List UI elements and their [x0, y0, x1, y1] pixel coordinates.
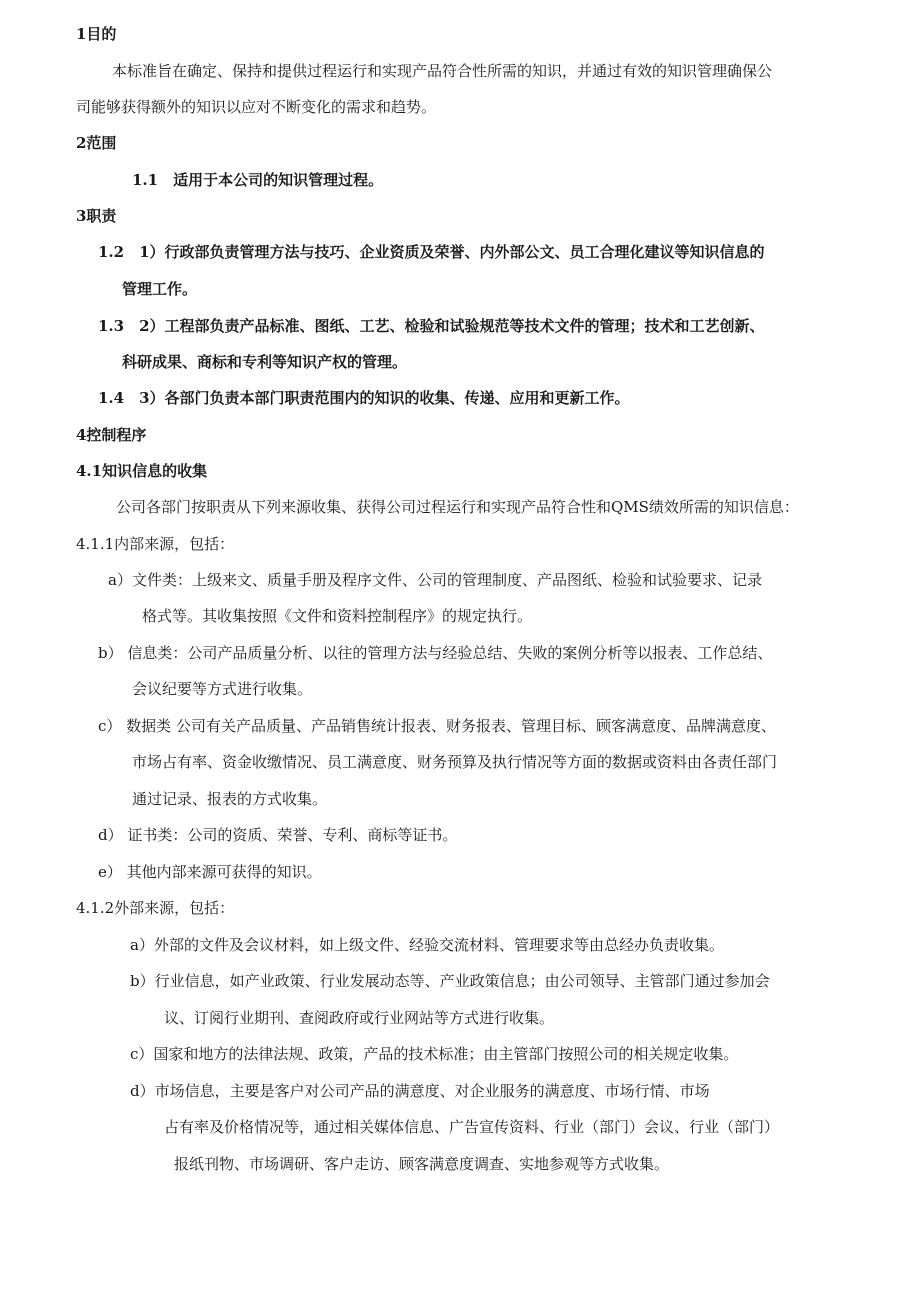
section-3-heading: 3职责 — [76, 207, 117, 225]
section-1-body-line-2: 司能够获得额外的知识以应对不断变化的需求和趋势。 — [76, 98, 437, 116]
section-3-item-1-line-2: 管理工作。 — [122, 280, 198, 298]
section-4-1-heading: 4.1知识信息的收集 — [76, 462, 208, 480]
internal-item-d: d） 证书类：公司的资质、荣誉、专利、商标等证书。 — [98, 826, 458, 844]
section-3-item-3: 1.4 3）各部门负责本部门职责范围内的知识的收集、传递、应用和更新工作。 — [98, 389, 630, 407]
external-item-c: c）国家和地方的法律法规、政策，产品的技术标准；由主管部门按照公司的相关规定收集。 — [130, 1045, 739, 1063]
external-item-b-line-2: 议、订阅行业期刊、查阅政府或行业网站等方式进行收集。 — [164, 1009, 555, 1027]
internal-item-c-line-2: 市场占有率、资金收缴情况、员工满意度、财务预算及执行情况等方面的数据或资料由各责任部门 — [132, 753, 778, 771]
internal-item-b-line-1: b） 信息类：公司产品质量分析、以往的管理方法与经验总结、失败的案例分析等以报表、工作总结、 — [98, 644, 773, 662]
section-4-1-intro: 公司各部门按职责从下列来源收集、获得公司过程运行和实现产品符合性和QMS绩效所需的知识信息： — [116, 498, 799, 516]
internal-item-a-line-1: a）文件类：上级来文、质量手册及程序文件、公司的管理制度、产品图纸、检验和试验要求、记录 — [108, 571, 762, 589]
section-2-item: 1.1 适用于本公司的知识管理过程。 — [132, 171, 384, 189]
section-3-item-2-line-1: 1.3 2）工程部负责产品标准、图纸、工艺、检验和试验规范等技术文件的管理；技术和工艺创新、 — [98, 317, 765, 335]
internal-item-e: e） 其他内部来源可获得的知识。 — [98, 863, 322, 881]
external-item-b-line-1: b）行业信息，如产业政策、行业发展动态等、产业政策信息；由公司领导、主管部门通过参加会 — [130, 972, 770, 990]
section-4-1-1-heading: 4.1.1内部来源，包括： — [76, 535, 235, 553]
external-item-a: a）外部的文件及会议材料，如上级文件、经验交流材料、管理要求等由总经办负责收集。 — [130, 936, 724, 954]
section-2-heading: 2范围 — [76, 134, 117, 152]
internal-item-c-line-1: c） 数据类 公司有关产品质量、产品销售统计报表、财务报表、管理目标、顾客满意度、品牌满意度、 — [98, 717, 776, 735]
external-item-d-line-1: d）市场信息，主要是客户对公司产品的满意度、对企业服务的满意度、市场行情、市场 — [130, 1082, 710, 1100]
section-1-heading: 1目的 — [76, 25, 117, 43]
internal-item-b-line-2: 会议纪要等方式进行收集。 — [132, 680, 313, 698]
internal-item-a-line-2: 格式等。其收集按照《文件和资料控制程序》的规定执行。 — [142, 607, 533, 625]
section-3-item-2-line-2: 科研成果、商标和专利等知识产权的管理。 — [122, 353, 408, 371]
section-3-item-1-line-1: 1.2 1）行政部负责管理方法与技巧、企业资质及荣誉、内外部公文、员工合理化建议等知识信息的 — [98, 243, 765, 261]
section-4-1-2-heading: 4.1.2外部来源，包括： — [76, 899, 235, 917]
section-4-heading: 4控制程序 — [76, 426, 147, 444]
external-item-d-line-3: 报纸刊物、市场调研、客户走访、顾客满意度调查、实地参观等方式收集。 — [174, 1155, 670, 1173]
section-1-body-line-1: 本标准旨在确定、保持和提供过程运行和实现产品符合性所需的知识，并通过有效的知识管理确保公 — [112, 62, 773, 80]
external-item-d-line-2: 占有率及价格情况等，通过相关媒体信息、广告宣传资料、行业（部门）会议、行业（部门） — [164, 1118, 780, 1136]
internal-item-c-line-3: 通过记录、报表的方式收集。 — [132, 790, 328, 808]
